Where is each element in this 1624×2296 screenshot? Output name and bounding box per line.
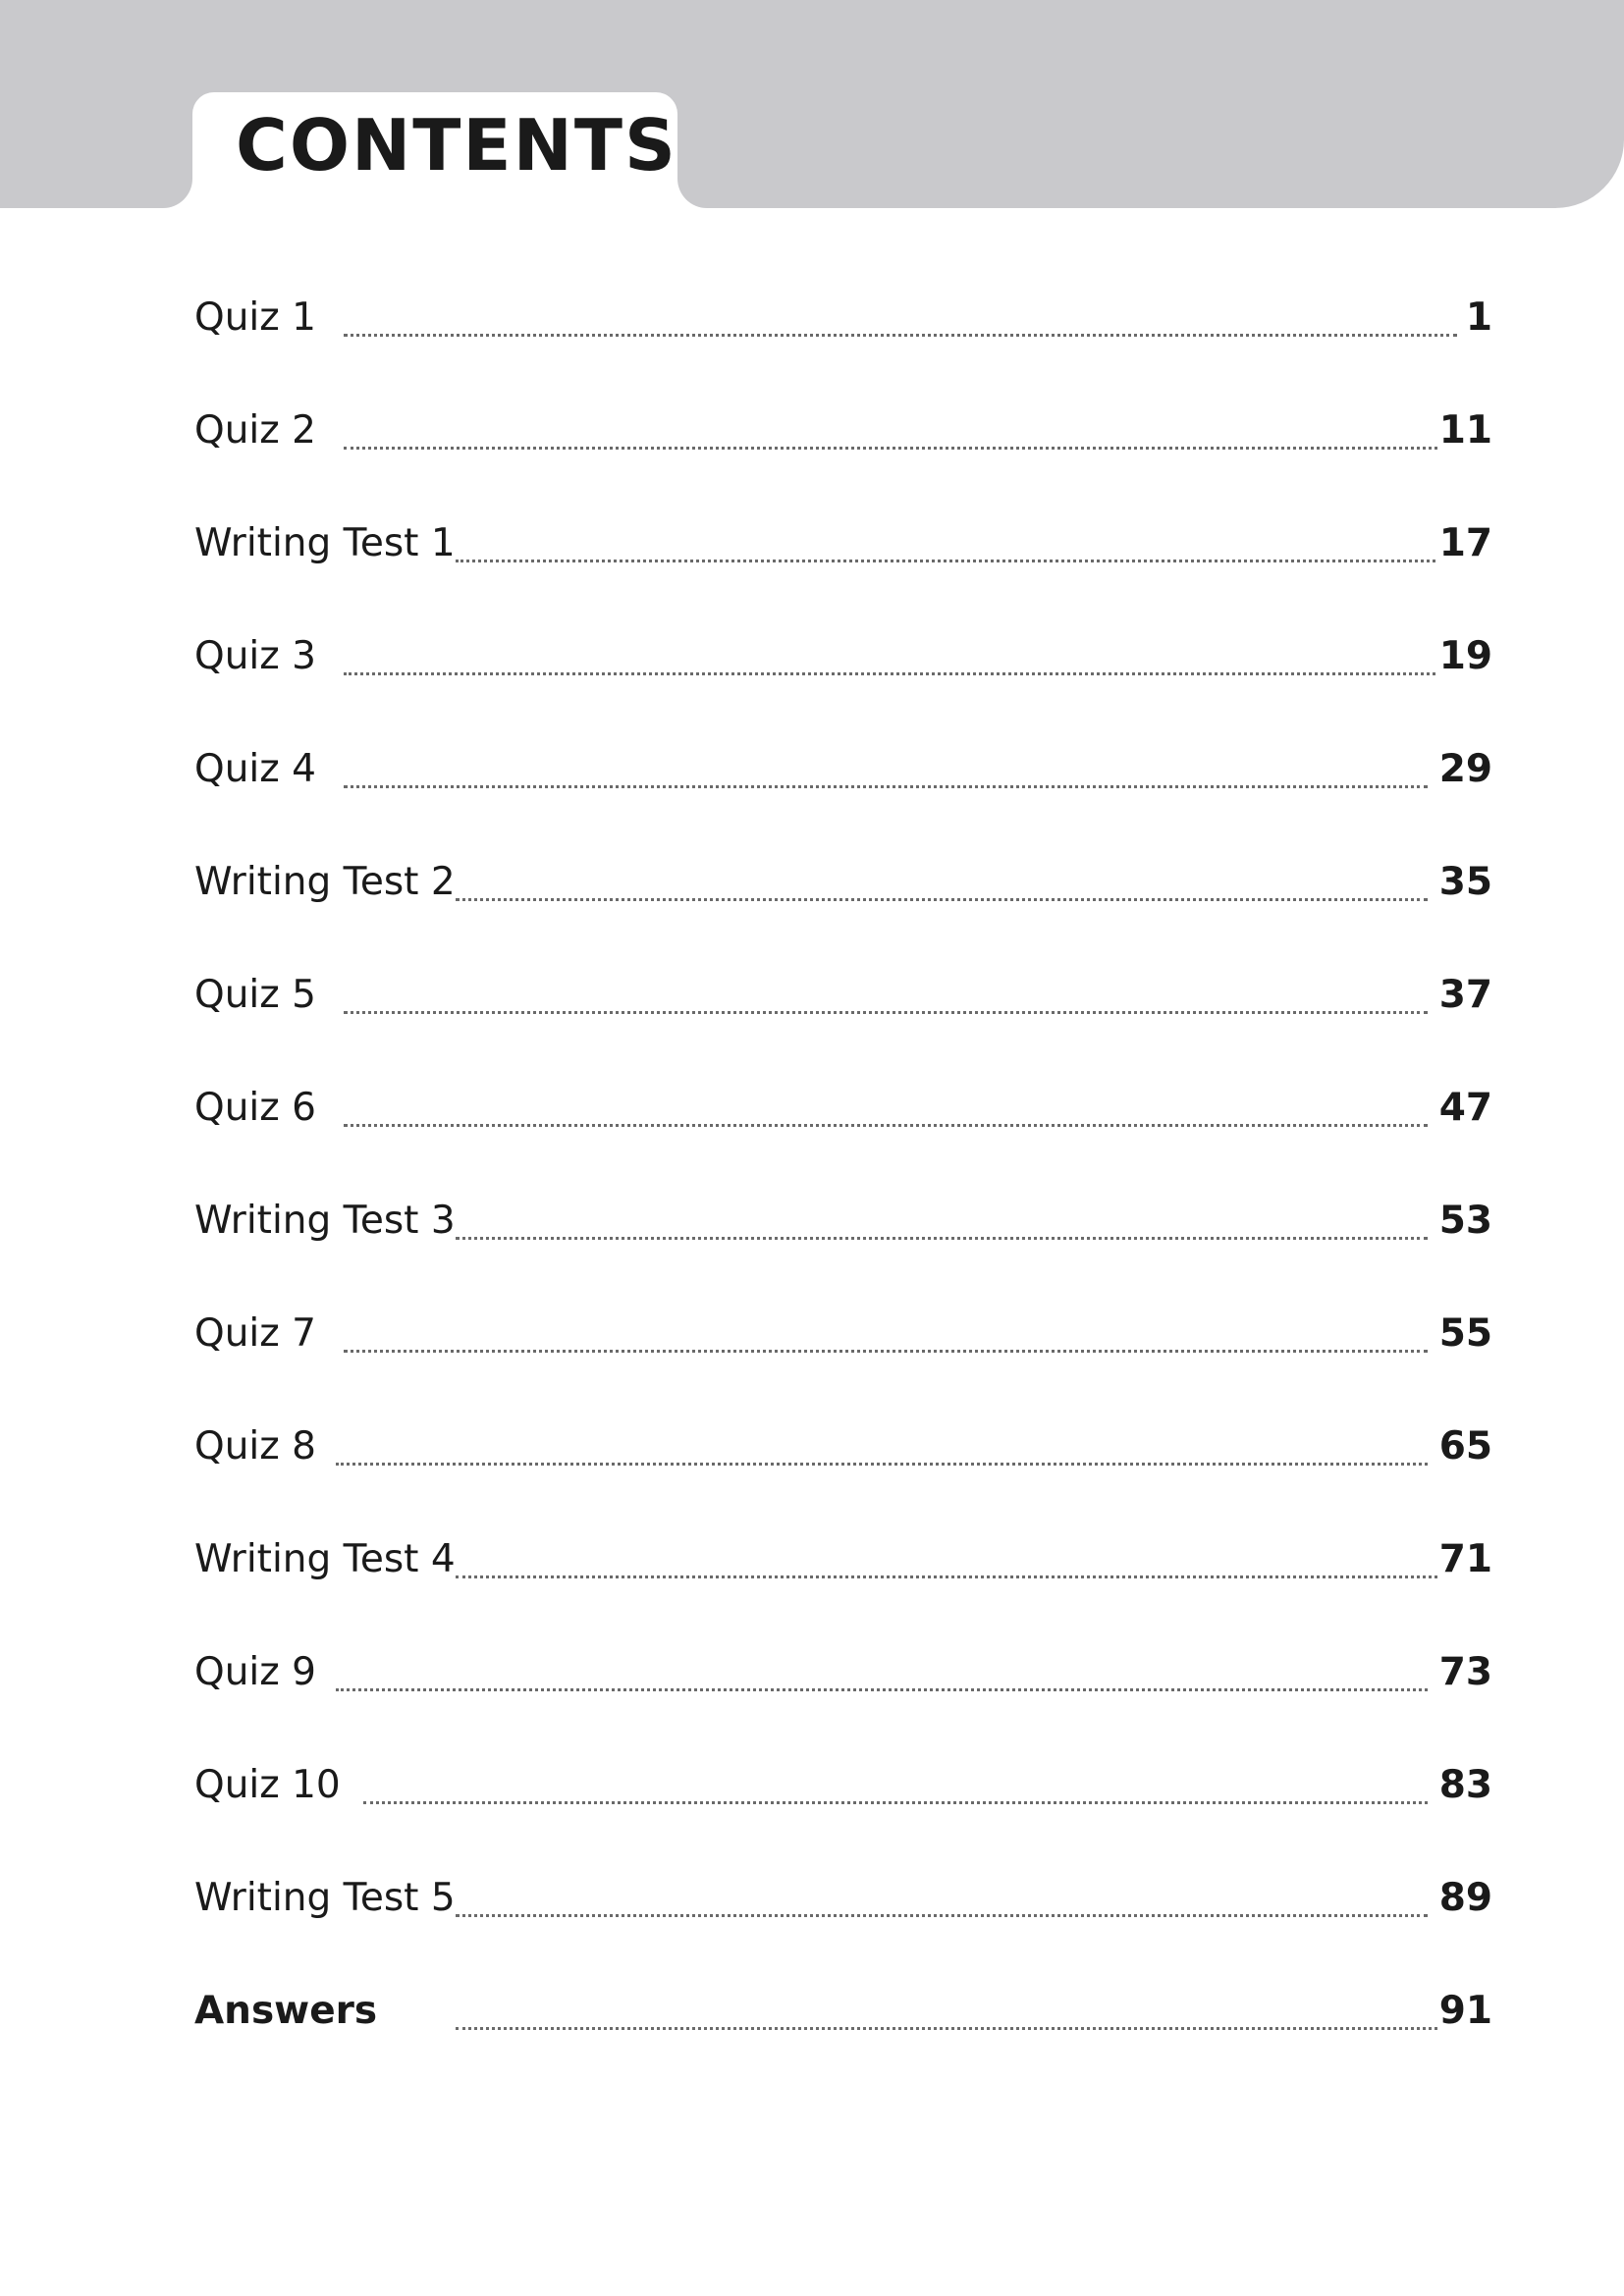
toc-entry[interactable] (194, 1532, 1492, 1645)
toc-entry-page: 89 (1438, 1876, 1492, 1920)
toc-entry-label: Quiz 4 (194, 747, 316, 791)
toc-entry-label: Quiz 9 (194, 1650, 316, 1694)
toc-entry-label: Quiz 8 (194, 1424, 316, 1468)
leader-dots (456, 2027, 1437, 2030)
leader-dots (456, 560, 1435, 562)
toc-entry[interactable] (194, 1645, 1492, 1758)
page-title: CONTENTS (236, 104, 677, 187)
leader-dots (344, 1350, 1428, 1353)
toc-entry-page: 11 (1438, 408, 1492, 453)
toc-entry-label: Quiz 3 (194, 634, 316, 678)
toc-entry-label: Quiz 6 (194, 1086, 316, 1130)
toc-entry-page: 91 (1438, 1989, 1492, 2033)
leader-dots (344, 672, 1435, 675)
toc-entry-page: 29 (1438, 747, 1492, 791)
toc-entry-page: 19 (1438, 634, 1492, 678)
toc-entry[interactable] (194, 1758, 1492, 1871)
toc-entry-page: 1 (1465, 295, 1492, 340)
leader-dots (344, 785, 1428, 788)
toc-entry-page: 53 (1438, 1199, 1492, 1243)
toc-entry-label: Writing Test 1 (194, 521, 456, 565)
toc-entry-page: 37 (1438, 973, 1492, 1017)
toc-entry-page: 55 (1438, 1311, 1492, 1356)
toc-entry[interactable] (194, 403, 1492, 516)
toc-entry-page: 17 (1438, 521, 1492, 565)
toc-entry[interactable] (194, 1984, 1492, 2097)
title-tab-corner-left (163, 179, 192, 208)
toc-entry-label: Writing Test 4 (194, 1537, 456, 1581)
toc-entry-label: Quiz 5 (194, 973, 316, 1017)
leader-dots (344, 1124, 1428, 1127)
toc-entry[interactable] (194, 742, 1492, 855)
leader-dots (344, 334, 1457, 337)
toc-entry[interactable] (194, 516, 1492, 629)
toc-entry-page: 73 (1438, 1650, 1492, 1694)
toc-entry-label: Quiz 1 (194, 295, 316, 340)
leader-dots (336, 1688, 1428, 1691)
toc-entry-label: Answers (194, 1989, 378, 2033)
table-of-contents (194, 291, 1492, 2097)
toc-entry[interactable] (194, 291, 1492, 403)
toc-entry-label: Writing Test 3 (194, 1199, 456, 1243)
toc-entry[interactable] (194, 629, 1492, 742)
toc-entry-label: Writing Test 5 (194, 1876, 456, 1920)
toc-entry-label: Quiz 2 (194, 408, 316, 453)
leader-dots (456, 1914, 1428, 1917)
toc-entry-page: 65 (1438, 1424, 1492, 1468)
leader-dots (456, 1575, 1437, 1578)
leader-dots (456, 1237, 1428, 1240)
leader-dots (344, 1011, 1428, 1014)
toc-entry-label: Quiz 7 (194, 1311, 316, 1356)
leader-dots (363, 1801, 1428, 1804)
toc-entry[interactable] (194, 855, 1492, 968)
leader-dots (336, 1463, 1428, 1466)
toc-entry[interactable] (194, 1194, 1492, 1307)
toc-entry-page: 35 (1438, 860, 1492, 904)
toc-entry[interactable] (194, 1419, 1492, 1532)
leader-dots (456, 898, 1428, 901)
leader-dots (344, 447, 1437, 450)
toc-entry-page: 47 (1438, 1086, 1492, 1130)
toc-entry-page: 71 (1438, 1537, 1492, 1581)
title-tab-corner-right (677, 179, 707, 208)
toc-entry[interactable] (194, 1871, 1492, 1984)
toc-entry-label: Writing Test 2 (194, 860, 456, 904)
toc-entry[interactable] (194, 968, 1492, 1081)
toc-entry-page: 83 (1438, 1763, 1492, 1807)
toc-entry-label: Quiz 10 (194, 1763, 341, 1807)
toc-entry[interactable] (194, 1307, 1492, 1419)
toc-entry[interactable] (194, 1081, 1492, 1194)
